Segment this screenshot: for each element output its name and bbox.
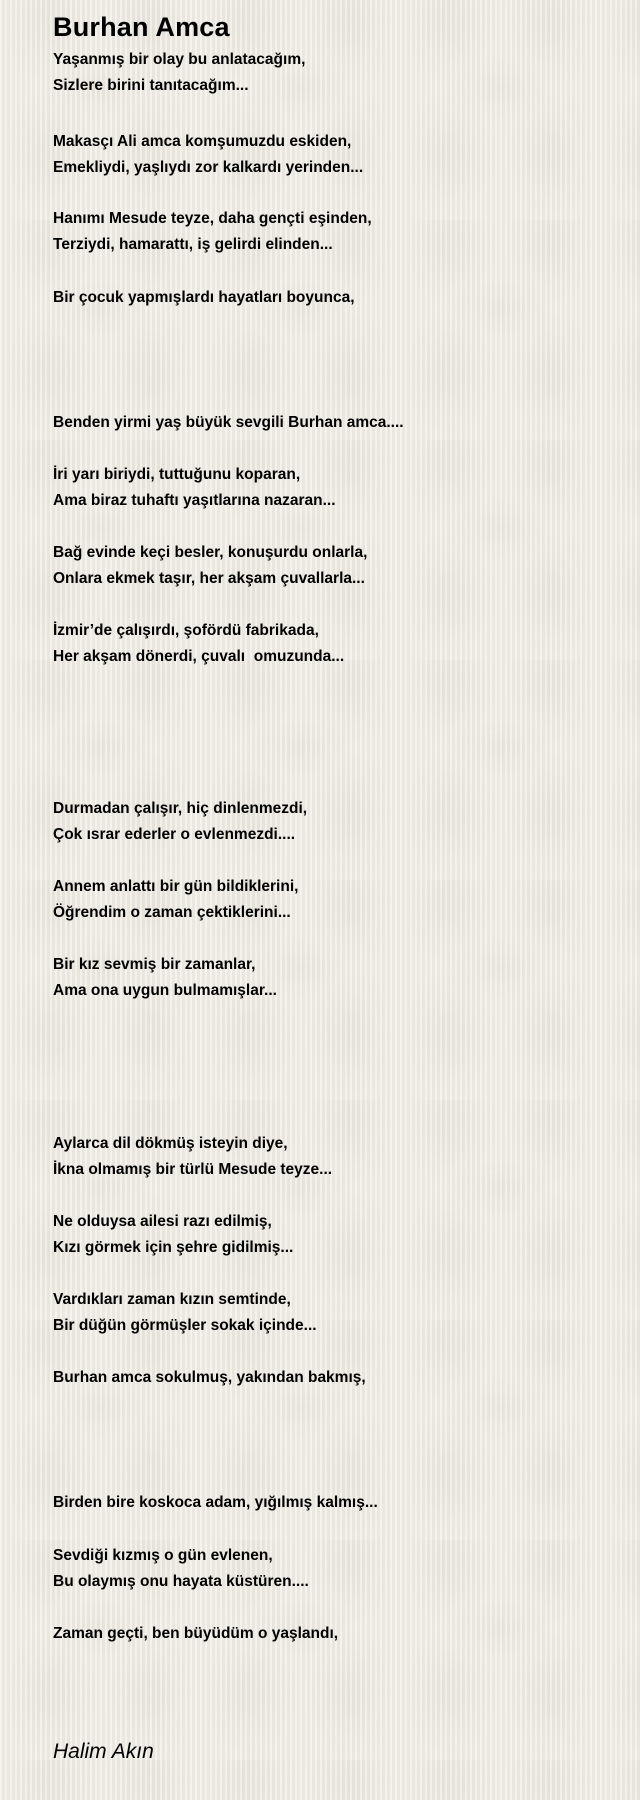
stanza [53,285,355,311]
poem-line: Ne olduysa ailesi razı edilmiş, [53,1213,272,1230]
stanza [53,540,367,592]
stanza [53,1621,338,1647]
poem-line: Her akşam dönerdi, çuvalı omuzunda... [53,648,345,665]
poem-line: İri yarı biriydi, tuttuğunu koparan, [53,466,301,483]
stanza [53,462,336,514]
poem-body [53,0,613,1800]
poem-title: Burhan Amca [53,12,230,42]
poem-line: Terziydi, hamarattı, iş gelirdi elinden... [53,236,333,253]
stanza [53,1131,332,1183]
poem-line: Bir kız sevmiş bir zamanlar, [53,956,256,973]
stanza [53,874,298,926]
poem-line: İzmir’de çalışırdı, şofördü fabrikada, [53,622,319,639]
poem-line: Burhan amca sokulmuş, yakından bakmış, [53,1369,366,1386]
stanza [53,618,344,670]
poem-line: Birden bire koskoca adam, yığılmış kalmış... [53,1494,378,1511]
poem-line: Bağ evinde keçi besler, konuşurdu onlarla, [53,544,368,561]
poem-line: Öğrendim o zaman çektiklerini... [53,904,291,921]
poem-line: Makasçı Ali amca komşumuzdu eskiden, [53,133,352,150]
stanza [53,410,404,436]
poem-line: Benden yirmi yaş büyük sevgili Burhan amca.... [53,414,404,431]
stanza [53,952,277,1004]
stanza [53,206,372,258]
poem-line: Hanımı Mesude teyze, daha gençti eşinden, [53,210,372,227]
stanza [53,1365,366,1391]
poem-author: Halim Akın [53,1740,154,1763]
poem-line: Sevdiği kızmış o gün evlenen, [53,1547,273,1564]
poem-line: Annem anlattı bir gün bildiklerini, [53,878,299,895]
poem-line: Bu olaymış onu hayata küstüren.... [53,1573,309,1590]
stanza [53,1287,317,1339]
poem-line: Bir çocuk yapmışlardı hayatları boyunca, [53,289,355,306]
stanza [53,1490,378,1516]
poem-line: Zaman geçti, ben büyüdüm o yaşlandı, [53,1625,339,1642]
stanza [53,1209,293,1261]
poem-line: Yaşanmış bir olay bu anlatacağım, [53,51,306,68]
stanza [53,129,363,181]
poem-line: Vardıkları zaman kızın semtinde, [53,1291,291,1308]
stanza [53,796,307,848]
poem-line: Ama ona uygun bulmamışlar... [53,982,277,999]
poem-line: Onlara ekmek taşır, her akşam çuvallarla... [53,570,365,587]
poem-line: İkna olmamış bir türlü Mesude teyze... [53,1161,333,1178]
stanza [53,1543,309,1595]
poem-line: Bir düğün görmüşler sokak içinde... [53,1317,317,1334]
poem-line: Durmadan çalışır, hiç dinlenmezdi, [53,800,308,817]
poem-line: Aylarca dil dökmüş isteyin diye, [53,1135,288,1152]
poem-line: Kızı görmek için şehre gidilmiş... [53,1239,294,1256]
poem-line: Sizlere birini tanıtacağım... [53,77,249,94]
stanza [53,47,305,99]
poem-line: Çok ısrar ederler o evlenmezdi.... [53,826,296,843]
poem-line: Ama biraz tuhaftı yaşıtlarına nazaran... [53,492,336,509]
poem-line: Emekliydi, yaşlıydı zor kalkardı yerinden... [53,159,364,176]
